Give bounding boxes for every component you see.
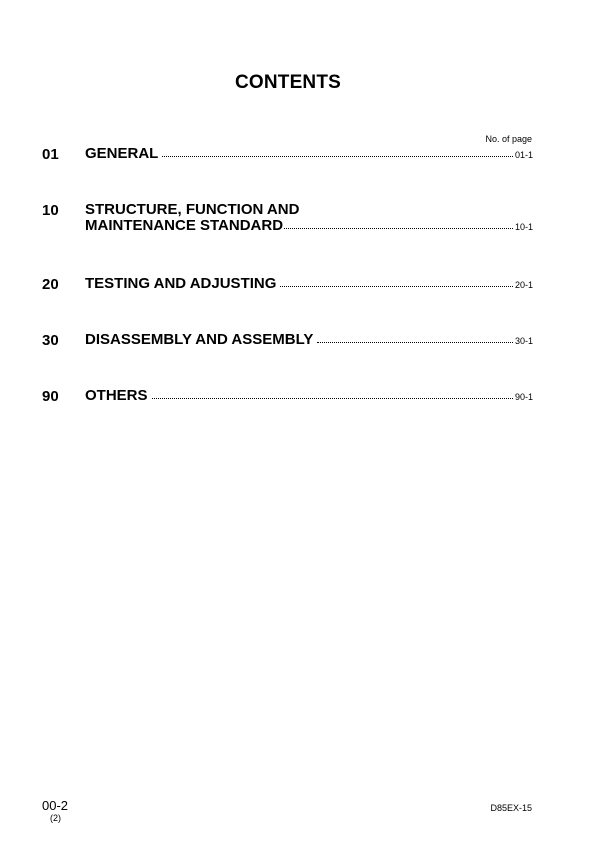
toc-entry <box>42 332 533 352</box>
toc-entry-title: GENERAL <box>85 145 159 162</box>
toc-entry-title-line2: MAINTENANCE STANDARD <box>85 217 284 234</box>
toc-entry-title-line1: STRUCTURE, FUNCTION AND <box>85 201 300 218</box>
page-title: CONTENTS <box>234 72 342 93</box>
toc-leader-dots <box>152 398 513 399</box>
toc-entry <box>42 388 533 408</box>
toc-entry-title: OTHERS <box>85 387 148 404</box>
toc-entry-page: 30-1 <box>514 336 533 346</box>
toc-entry-number: 20 <box>42 276 59 293</box>
toc-entry-page: 20-1 <box>514 280 533 290</box>
toc-leader-dots <box>317 342 513 343</box>
toc-entry <box>42 146 533 166</box>
page-column-header: No. of page <box>485 134 532 144</box>
toc-entry <box>42 202 533 238</box>
toc-leader-dots <box>280 286 513 287</box>
toc-entry <box>42 276 533 296</box>
toc-entry-page: 10-1 <box>514 222 533 232</box>
toc-leader-dots <box>162 156 513 157</box>
toc-entry-page: 90-1 <box>514 392 533 402</box>
toc-entry-number: 30 <box>42 332 59 349</box>
footer-page-number: 00-2 <box>42 798 69 813</box>
footer-revision: (2) <box>50 813 61 823</box>
toc-leader-dots <box>284 228 513 229</box>
toc-entry-title: DISASSEMBLY AND ASSEMBLY <box>85 331 314 348</box>
toc-entry-number: 10 <box>42 202 59 219</box>
toc-entry-number: 90 <box>42 388 59 405</box>
toc-entry-number: 01 <box>42 146 59 163</box>
toc-entry-page: 01-1 <box>514 150 533 160</box>
toc-entry-title: TESTING AND ADJUSTING <box>85 275 277 292</box>
footer-model: D85EX-15 <box>490 803 532 813</box>
